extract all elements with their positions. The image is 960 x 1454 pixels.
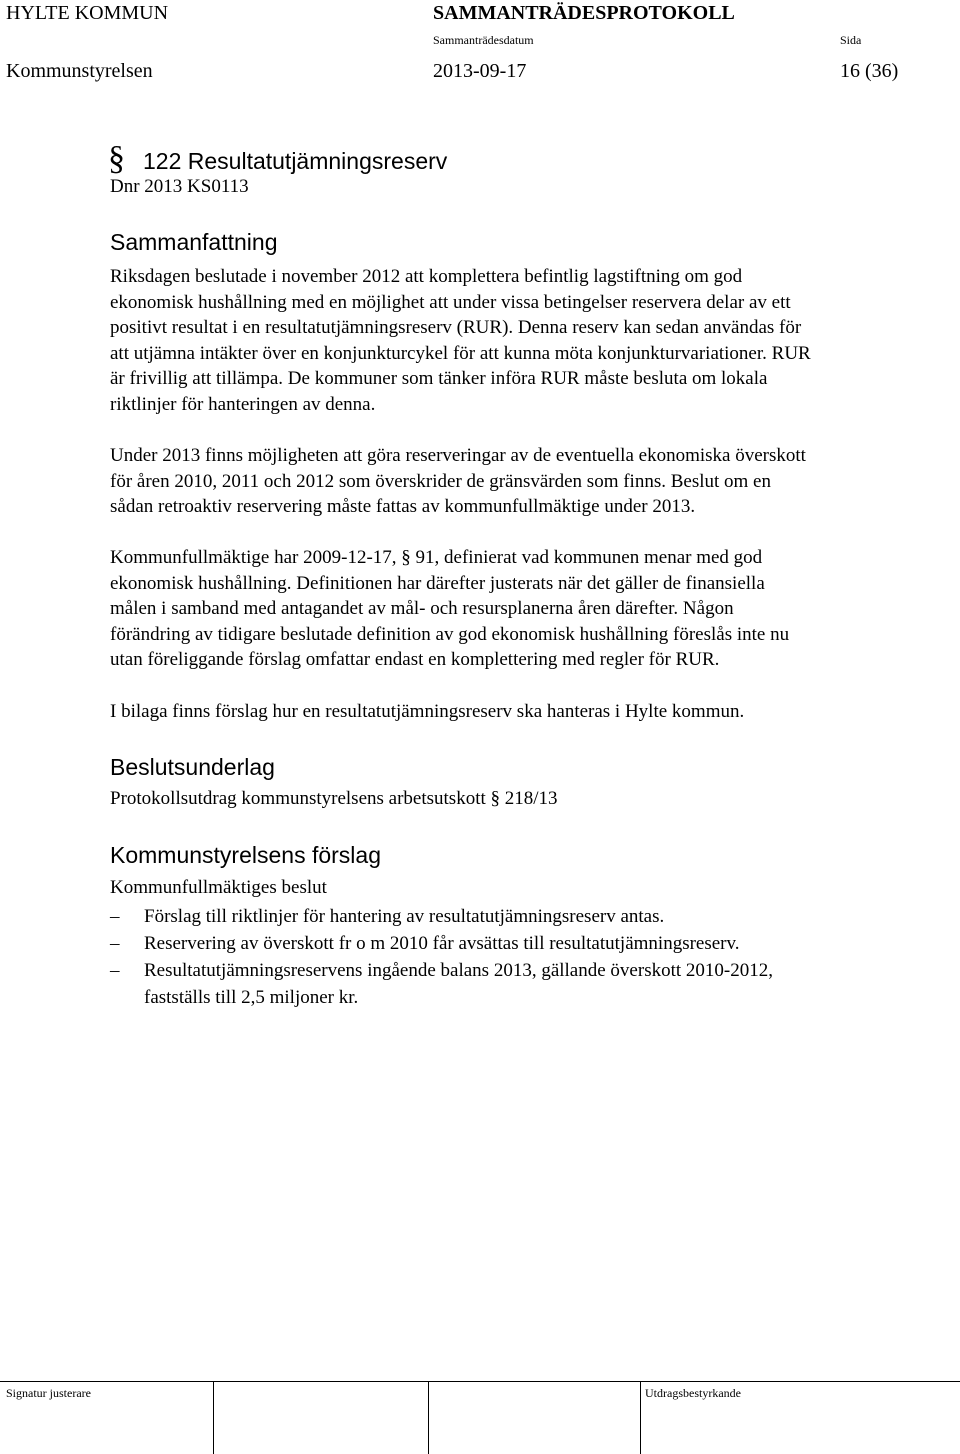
date-label: Sammanträdesdatum — [433, 33, 534, 47]
dash-bullet: – — [110, 933, 120, 954]
list-item-text: fastställs till 2,5 miljoner kr. — [144, 987, 359, 1008]
list-item-text: Förslag till riktlinjer för hantering av resultatutjämningsreserv antas. — [144, 906, 665, 927]
summary-paragraph-1 — [110, 264, 910, 418]
registration-number: Dnr 2013 KS0113 — [110, 176, 249, 197]
item-title-row — [108, 142, 447, 176]
text-line: att utjämna intäkter över en konjunkturcykel för att kunna möta konjunkturvariationer. RUR — [110, 342, 811, 364]
item-title: 122 Resultatutjämningsreserv — [143, 148, 448, 174]
dash-bullet: – — [110, 960, 120, 981]
proposal-subheading: Kommunfullmäktiges beslut — [110, 877, 327, 898]
section-symbol: § — [108, 140, 125, 177]
meeting-date: 2013-09-17 — [433, 60, 527, 82]
text-line: Kommunfullmäktige har 2009-12-17, § 91, definierat vad kommunen menar med god — [110, 547, 763, 568]
text-line: riktlinjer för hanteringen av denna. — [110, 393, 376, 415]
proposal-heading: Kommunstyrelsens förslag — [110, 842, 381, 868]
text-line: för åren 2010, 2011 och 2012 som överskrider de gränsvärden som finns. Beslut om en — [110, 470, 771, 492]
list-item — [110, 930, 910, 957]
list-item — [110, 903, 910, 930]
summary-heading: Sammanfattning — [110, 229, 278, 255]
footer-divider — [0, 1381, 960, 1382]
text-line: ekonomisk hushållning. Definitionen har därefter justerats när det gäller de finansiella — [110, 572, 765, 594]
footer-cell-divider — [640, 1381, 641, 1454]
basis-heading: Beslutsunderlag — [110, 754, 275, 780]
text-line: utan föreliggande förslag omfattar endast en komplettering med regler för RUR. — [110, 649, 720, 671]
summary-paragraph-4 — [110, 699, 910, 725]
summary-paragraph-2 — [110, 443, 910, 520]
text-line: förändring av tidigare beslutade definition av god ekonomisk hushållning föreslås inte nu — [110, 623, 790, 645]
basis-text: Protokollsutdrag kommunstyrelsens arbetsutskott § 218/13 — [110, 788, 558, 809]
text-line: positivt resultat i en resultatutjämningsreserv (RUR). Denna reserv kan sedan användas för — [110, 317, 802, 339]
text-line: Under 2013 finns möjligheten att göra reserveringar av de eventuella ekonomiska överskott — [110, 445, 806, 466]
organization-name: HYLTE KOMMUN — [6, 2, 169, 24]
decision-list — [110, 903, 910, 1011]
text-line: I bilaga finns förslag hur en resultatutjämningsreserv ska hanteras i Hylte kommun. — [110, 701, 745, 722]
document-type: SAMMANTRÄDESPROTOKOLL — [433, 2, 735, 24]
text-line: Riksdagen beslutade i november 2012 att komplettera befintlig lagstiftning om god — [110, 266, 743, 287]
body-name: Kommunstyrelsen — [6, 60, 153, 82]
page-number: 16 (36) — [840, 60, 899, 82]
list-item-text: Reservering av överskott fr o m 2010 får avsättas till resultatutjämningsreserv. — [144, 933, 740, 954]
list-item-text: Resultatutjämningsreservens ingående balans 2013, gällande överskott 2010-2012, — [144, 960, 773, 981]
footer-cell-divider — [428, 1381, 429, 1454]
text-line: målen i samband med antagandet av mål- och resursplanerna åren därefter. Någon — [110, 598, 734, 620]
footer-cell-divider — [213, 1381, 214, 1454]
text-line: sådan retroaktiv reservering måste fattas av kommunfullmäktige under 2013. — [110, 496, 696, 518]
extract-certification-label: Utdragsbestyrkande — [645, 1386, 741, 1400]
page-label: Sida — [840, 33, 862, 47]
dash-bullet: – — [110, 906, 120, 927]
signature-label: Signatur justerare — [6, 1386, 91, 1400]
list-item — [110, 957, 910, 1011]
text-line: ekonomisk hushållning med en möjlighet att under vissa betingelser reservera delar av ett — [110, 291, 791, 313]
summary-paragraph-3 — [110, 545, 910, 673]
text-line: är frivillig att tillämpa. De kommuner som tänker införa RUR måste besluta om lokala — [110, 368, 768, 390]
